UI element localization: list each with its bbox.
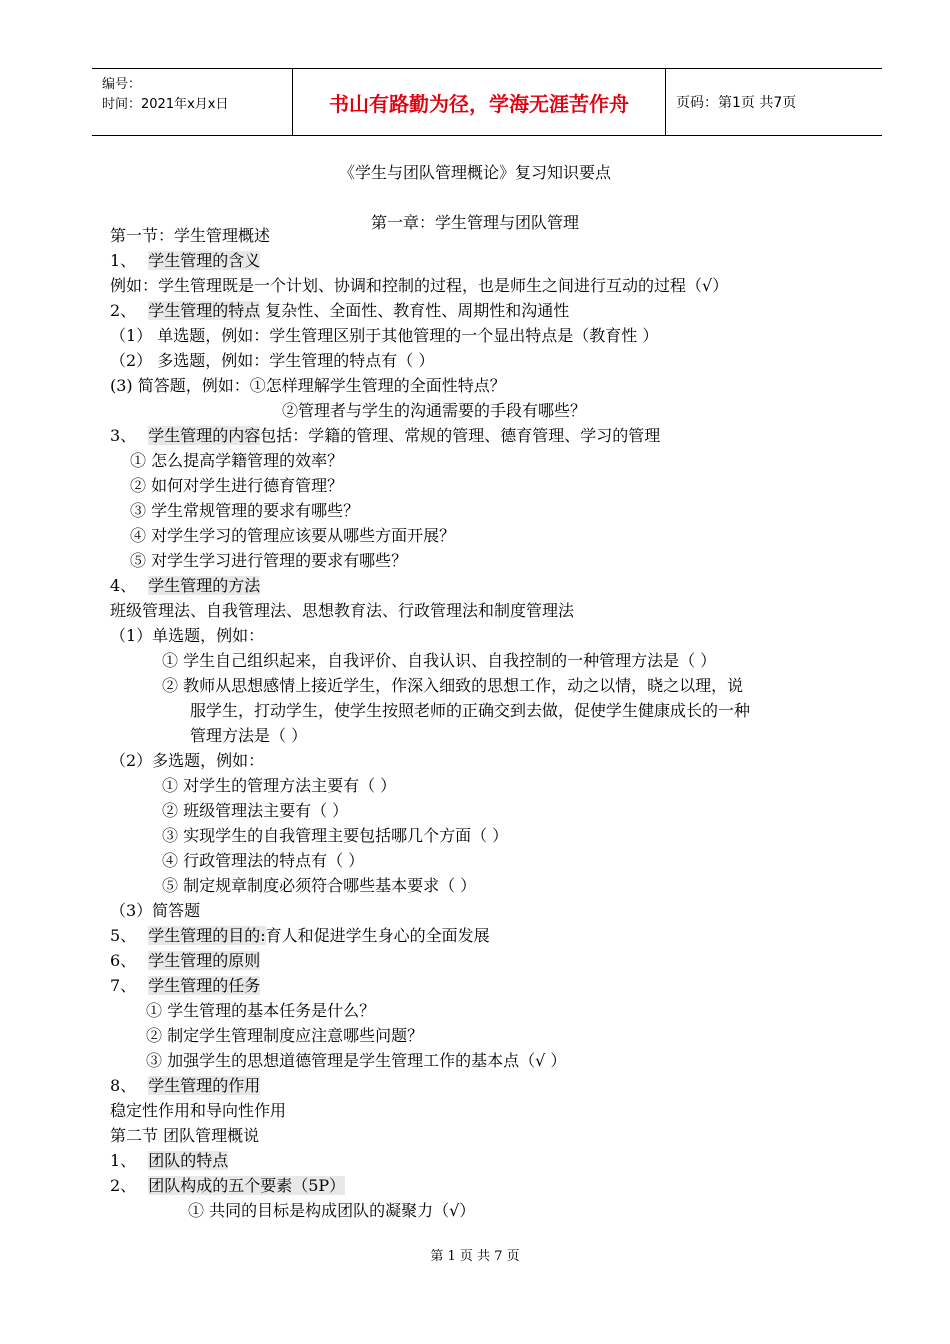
highlighted-heading: 学生管理的任务 [148,976,261,995]
line-continuation: 包括：学籍的管理、常规的管理、德育管理、学习的管理 [260,426,661,445]
text-line: ⑤ 制定规章制度必须符合哪些基本要求（ ） [162,876,477,895]
text-line: ② 班级管理法主要有（ ） [162,801,349,820]
text-line: ⑤ 对学生学习进行管理的要求有哪些？ [130,551,408,570]
highlighted-heading: 学生管理的原则 [148,951,261,970]
text-line: 管理方法是（ ） [190,726,308,745]
time-label: 时间：2021年x月x日 [102,97,229,112]
text-line [110,251,260,271]
text-line [110,1076,260,1096]
page-info: 页码：第1页 共7页 [676,95,797,111]
number-label: 编号： [102,77,142,92]
text-line: 例如：学生管理既是一个计划、协调和控制的过程，也是师生之间进行互动的过程（√） [110,276,729,295]
line-continuation: 复杂性、全面性、教育性、周期性和沟通性 [260,301,570,320]
highlighted-heading: 学生管理的方法 [148,576,261,595]
item-number: 1、 [110,1151,137,1170]
text-line: ③ 实现学生的自我管理主要包括哪几个方面（ ） [162,826,509,845]
text-line: （3）简答题 [110,901,201,920]
item-number: 2、 [110,301,137,320]
text-line [110,976,260,996]
text-line: 服学生，打动学生，使学生按照老师的正确交到去做，促使学生健康成长的一种 [190,701,751,720]
text-line [110,576,260,596]
highlighted-heading: 学生管理的特点 [148,301,261,320]
line-continuation: 育人和促进学生身心的全面发展 [265,926,490,945]
text-line: ④ 对学生学习的管理应该要从哪些方面开展？ [130,526,456,545]
text-line [110,1176,345,1196]
text-line: ① 共同的目标是构成团队的凝聚力（√） [188,1201,476,1220]
item-number: 2、 [110,1176,137,1195]
text-line: （2）多选题，例如： [110,751,265,770]
text-line: ① 学生管理的基本任务是什么？ [146,1001,376,1020]
text-line: （1） 单选题，例如：学生管理区别于其他管理的一个显出特点是（教育性 ） [110,326,659,345]
text-line: ① 怎么提高学籍管理的效率？ [130,451,344,470]
text-line: (3) 简答题，例如：①怎样理解学生管理的全面性特点？ [110,376,506,395]
motto: 书山有路勤为径，学海无涯苦作舟 [292,69,666,135]
text-line: 班级管理法、自我管理法、思想教育法、行政管理法和制度管理法 [110,601,575,620]
document-title: 《学生与团队管理概论》复习知识要点 [338,163,611,182]
text-line: ① 学生自己组织起来，自我评价、自我认识、自我控制的一种管理方法是（ ） [162,651,717,670]
text-line: ③ 加强学生的思想道德管理是学生管理工作的基本点（√ ） [146,1051,567,1070]
highlighted-heading: 团队的特点 [148,1151,229,1170]
item-number: 5、 [110,926,137,945]
highlighted-heading: 学生管理的作用 [148,1076,261,1095]
text-line: （2） 多选题，例如：学生管理的特点有（ ） [110,351,435,370]
text-line: 稳定性作用和导向性作用 [110,1101,287,1120]
item-number: 3、 [110,426,137,445]
chapter-title: 第一章：学生管理与团队管理 [370,213,579,232]
header-meta [92,69,292,135]
text-line [110,951,260,971]
text-line: 第一节：学生管理概述 [110,226,271,245]
text-line: ④ 行政管理法的特点有（ ） [162,851,365,870]
text-line [110,301,569,321]
text-line: 第二节 团队管理概说 [110,1126,260,1145]
text-line [110,926,490,946]
page-footer: 第 1 页 共 7 页 [430,1249,520,1264]
text-line: ② 如何对学生进行德育管理？ [130,476,344,495]
highlighted-heading: 学生管理的内容 [148,426,261,445]
item-number: 1、 [110,251,137,270]
text-line: ② 制定学生管理制度应注意哪些问题？ [146,1026,424,1045]
page-header [92,68,882,136]
text-line: ②管理者与学生的沟通需要的手段有哪些？ [282,401,587,420]
item-number: 8、 [110,1076,137,1095]
text-line [110,1151,228,1171]
text-line: ② 教师从思想感情上接近学生，作深入细致的思想工作，动之以情，晓之以理，说 [162,676,744,695]
item-number: 4、 [110,576,137,595]
highlighted-heading: 学生管理的含义 [148,251,261,270]
highlighted-heading: 学生管理的目的: [148,926,266,945]
text-line: （1）单选题，例如： [110,626,265,645]
text-line: ③ 学生常规管理的要求有哪些？ [130,501,360,520]
text-line: ① 对学生的管理方法主要有（ ） [162,776,397,795]
item-number: 7、 [110,976,137,995]
highlighted-heading: 团队构成的五个要素（5P） [148,1176,346,1195]
text-line [110,426,660,446]
item-number: 6、 [110,951,137,970]
